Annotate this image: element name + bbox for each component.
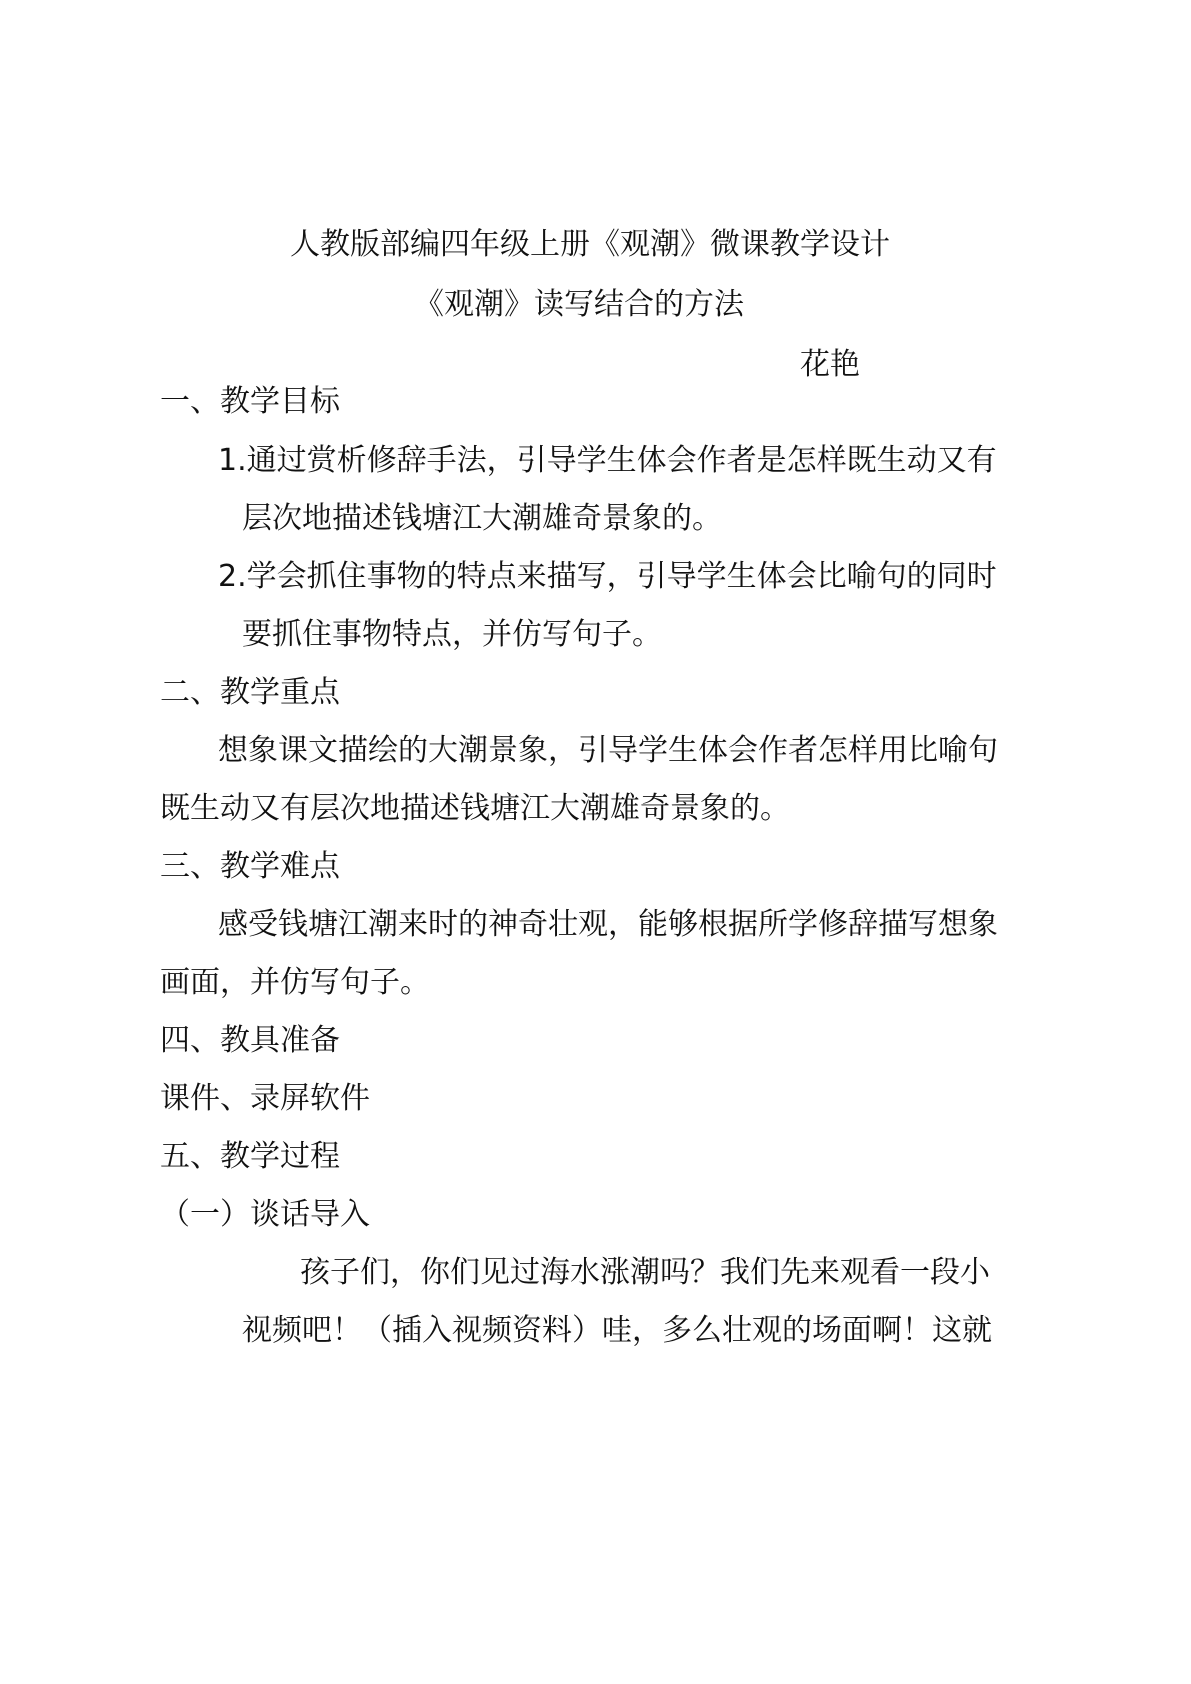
process-intro-line-1: 孩子们，你们见过海水涨潮吗？我们先来观看一段小 bbox=[300, 1255, 990, 1290]
section-heading-materials: 四、教具准备 bbox=[160, 1023, 340, 1058]
section-heading-process: 五、教学过程 bbox=[160, 1139, 340, 1174]
process-subheading-intro: （一）谈话导入 bbox=[160, 1197, 370, 1232]
key-points-line-1: 想象课文描绘的大潮景象，引导学生体会作者怎样用比喻句 bbox=[218, 733, 998, 768]
process-intro-line-2: 视频吧！（插入视频资料）哇，多么壮观的场面啊！这就 bbox=[242, 1313, 992, 1348]
objective-2-line-1: 2.学会抓住事物的特点来描写，引导学生体会比喻句的同时 bbox=[218, 559, 997, 594]
document-title: 人教版部编四年级上册《观潮》微课教学设计 bbox=[290, 227, 890, 262]
objective-1-line-1: 1.通过赏析修辞手法，引导学生体会作者是怎样既生动又有 bbox=[218, 443, 997, 478]
document-subtitle: 《观潮》读写结合的方法 bbox=[414, 287, 744, 322]
objective-1-line-2: 层次地描述钱塘江大潮雄奇景象的。 bbox=[242, 501, 722, 536]
section-heading-key-points: 二、教学重点 bbox=[160, 675, 340, 710]
section-heading-objectives: 一、教学目标 bbox=[160, 384, 340, 419]
materials-line-1: 课件、录屏软件 bbox=[160, 1081, 370, 1116]
document-author: 花艳 bbox=[800, 347, 860, 382]
difficulties-line-2: 画面，并仿写句子。 bbox=[160, 965, 430, 1000]
section-heading-difficulties: 三、教学难点 bbox=[160, 849, 340, 884]
objective-2-line-2: 要抓住事物特点，并仿写句子。 bbox=[242, 617, 662, 652]
key-points-line-2: 既生动又有层次地描述钱塘江大潮雄奇景象的。 bbox=[160, 791, 790, 826]
difficulties-line-1: 感受钱塘江潮来时的神奇壮观，能够根据所学修辞描写想象 bbox=[218, 907, 998, 942]
